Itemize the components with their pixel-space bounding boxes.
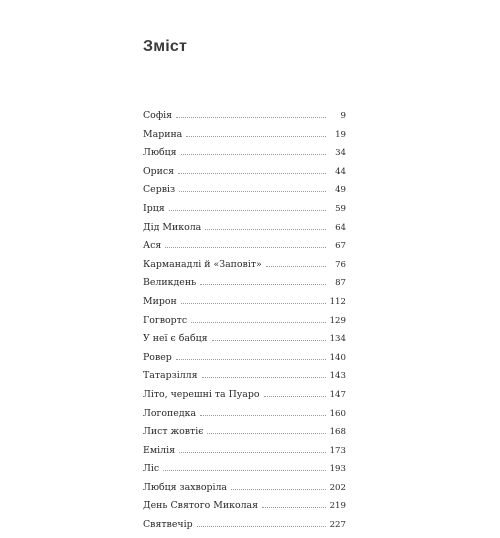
- toc-entry-page: 227: [329, 520, 346, 531]
- toc-entry-label: Ася: [143, 240, 162, 252]
- toc-entry-label: Сервіз: [143, 184, 176, 196]
- toc-entry-label: Гогвортс: [143, 314, 188, 326]
- toc-dot-leader: [212, 340, 326, 341]
- toc-entry-label: Ровер: [143, 351, 172, 363]
- toc-dot-leader: [231, 489, 326, 490]
- toc-dot-leader: [197, 526, 326, 527]
- toc-entry-label: Любця: [143, 147, 177, 159]
- toc-dot-leader: [181, 154, 326, 155]
- toc-entry-page: 64: [335, 222, 346, 233]
- toc-entry: [143, 240, 346, 259]
- toc-entry-page: 87: [335, 278, 346, 289]
- toc-entry-page: 76: [335, 259, 346, 270]
- toc-entry-page: 147: [329, 389, 346, 400]
- toc-entry: [143, 222, 346, 241]
- toc-entry-label: У неї є бабця: [143, 333, 208, 345]
- toc-entry: [143, 352, 346, 371]
- toc-entry-page: 44: [335, 166, 346, 177]
- toc-entry: [143, 110, 346, 129]
- toc-dot-leader: [262, 507, 326, 508]
- toc-entry-page: 168: [329, 427, 346, 438]
- toc-entry-label: Орися: [143, 165, 175, 177]
- toc-dot-leader: [179, 191, 326, 192]
- toc-entry: [143, 426, 346, 445]
- toc-dot-leader: [181, 303, 326, 304]
- toc-entry-page: 34: [335, 148, 346, 159]
- toc-dot-leader: [205, 229, 326, 230]
- toc-title: Зміст: [143, 38, 188, 55]
- toc-entry-page: 202: [329, 482, 346, 493]
- toc-dot-leader: [202, 377, 326, 378]
- toc-entry-page: 193: [329, 464, 346, 475]
- toc-entry: [143, 389, 346, 408]
- toc-dot-leader: [165, 247, 326, 248]
- toc-entry: [143, 184, 346, 203]
- toc-entry-page: 9: [340, 111, 346, 121]
- toc-entry-label: Любця захворіла: [143, 481, 228, 493]
- toc-dot-leader: [178, 173, 326, 174]
- toc-dot-leader: [176, 117, 326, 118]
- toc-entry-label: Емілія: [143, 444, 176, 456]
- toc-entry-label: Дід Микола: [143, 221, 202, 233]
- toc-entry: [143, 129, 346, 148]
- toc-entry: [143, 519, 346, 538]
- toc-entry-label: Великдень: [143, 277, 197, 289]
- toc-dot-leader: [200, 284, 326, 285]
- toc-dot-leader: [169, 210, 326, 211]
- toc-dot-leader: [163, 470, 326, 471]
- toc-dot-leader: [176, 359, 326, 360]
- toc-entry-page: 143: [329, 371, 346, 382]
- toc-dot-leader: [179, 452, 326, 453]
- toc-entry-label: Лист жовтіє: [143, 426, 204, 438]
- toc-entry: [143, 500, 346, 519]
- toc-entry-label: Марина: [143, 128, 183, 140]
- toc-list: [143, 110, 346, 538]
- toc-dot-leader: [207, 433, 325, 434]
- toc-entry-page: 134: [329, 334, 346, 345]
- toc-entry-page: 140: [329, 352, 346, 363]
- toc-dot-leader: [186, 136, 326, 137]
- toc-entry-page: 67: [335, 241, 346, 252]
- toc-entry-label: Мирон: [143, 295, 177, 307]
- toc-entry: [143, 408, 346, 427]
- toc-entry-page: 112: [329, 296, 346, 307]
- toc-dot-leader: [266, 266, 326, 267]
- toc-entry-label: Ірця: [143, 202, 165, 214]
- toc-entry-label: Ліс: [143, 463, 160, 475]
- toc-entry-page: 173: [329, 445, 346, 456]
- toc-entry-page: 219: [329, 501, 346, 512]
- toc-entry-page: 129: [329, 315, 346, 326]
- toc-entry: [143, 147, 346, 166]
- toc-entry: [143, 166, 346, 185]
- toc-entry: [143, 333, 346, 352]
- toc-entry: [143, 315, 346, 334]
- toc-entry: [143, 259, 346, 278]
- toc-entry: [143, 482, 346, 501]
- toc-entry-page: 19: [335, 129, 346, 140]
- toc-entry-label: Карманадлі й «Заповіт»: [143, 258, 262, 270]
- toc-entry: [143, 277, 346, 296]
- toc-dot-leader: [264, 396, 326, 397]
- toc-dot-leader: [200, 415, 326, 416]
- toc-entry-label: Татарзілля: [143, 370, 198, 382]
- toc-entry: [143, 463, 346, 482]
- toc-entry-page: 49: [335, 185, 346, 196]
- toc-entry-label: Літо, черешні та Пуаро: [143, 388, 260, 400]
- toc-entry: [143, 370, 346, 389]
- toc-entry: [143, 445, 346, 464]
- toc-dot-leader: [191, 322, 325, 323]
- toc-entry-page: 59: [335, 203, 346, 214]
- toc-entry-label: Святвечір: [143, 519, 193, 531]
- toc-entry-label: Логопедка: [143, 407, 197, 419]
- toc-entry: [143, 296, 346, 315]
- toc-entry-label: День Святого Миколая: [143, 500, 259, 512]
- toc-entry-label: Софія: [143, 110, 173, 121]
- toc-entry: [143, 203, 346, 222]
- toc-entry-page: 160: [329, 408, 346, 419]
